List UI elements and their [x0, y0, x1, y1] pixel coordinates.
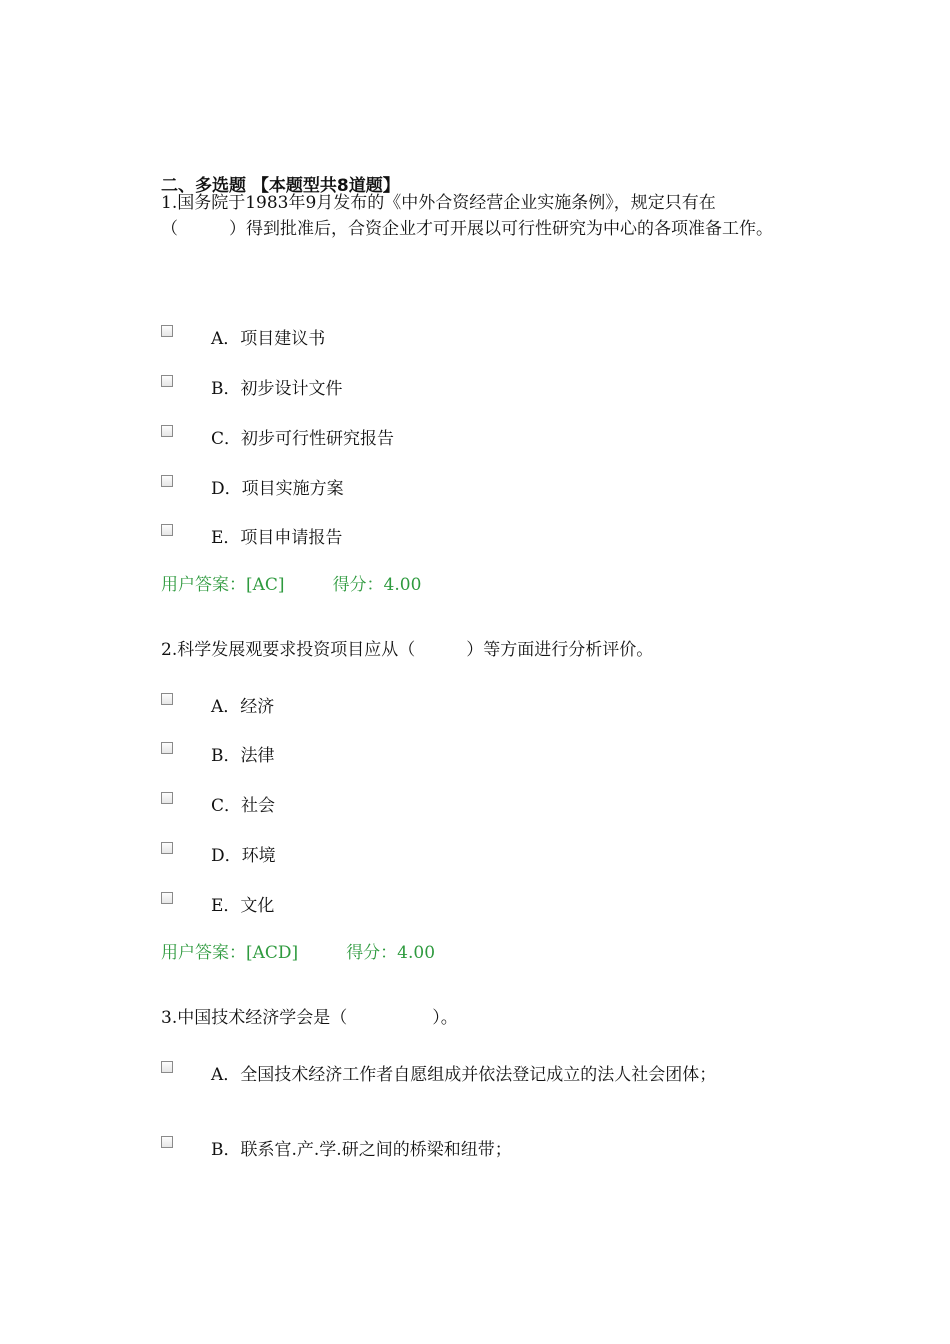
checkbox[interactable]	[161, 892, 173, 904]
checkbox[interactable]	[161, 693, 173, 705]
checkbox[interactable]	[161, 1061, 173, 1073]
user-answer: 用户答案：[ACD]	[161, 943, 299, 963]
option-label: D．项目实施方案	[211, 478, 344, 499]
question-3-text: 3.中国技术经济学会是（ ）。	[161, 1008, 458, 1028]
question-2-option-c[interactable]	[161, 790, 275, 816]
question-2-text: 2.科学发展观要求投资项目应从（ ）等方面进行分析评价。	[161, 640, 654, 660]
question-1-option-a[interactable]	[161, 323, 325, 349]
question-1-option-e[interactable]	[161, 522, 342, 548]
option-label: A．项目建议书	[211, 328, 326, 349]
question-2-option-a[interactable]	[161, 691, 274, 717]
option-label: A．全国技术经济工作者自愿组成并依法登记成立的法人社会团体；	[211, 1064, 717, 1085]
question-2-result	[161, 938, 435, 963]
question-2-option-b[interactable]	[161, 740, 275, 766]
option-label: E．项目申请报告	[211, 527, 343, 548]
checkbox[interactable]	[161, 842, 173, 854]
question-1-option-c[interactable]	[161, 423, 394, 449]
checkbox[interactable]	[161, 524, 173, 536]
question-3-option-b[interactable]	[161, 1134, 512, 1160]
question-1-option-b[interactable]	[161, 373, 343, 399]
question-3-option-a[interactable]	[161, 1059, 716, 1085]
option-label: C．初步可行性研究报告	[211, 428, 395, 449]
option-label: C．社会	[211, 795, 276, 816]
checkbox[interactable]	[161, 325, 173, 337]
option-label: B．联系官.产.学.研之间的桥梁和纽带；	[211, 1139, 512, 1160]
checkbox[interactable]	[161, 1136, 173, 1148]
checkbox[interactable]	[161, 375, 173, 387]
score: 得分：4.00	[332, 575, 422, 595]
user-answer: 用户答案：[AC]	[161, 575, 285, 595]
question-1-result	[161, 570, 421, 595]
checkbox[interactable]	[161, 792, 173, 804]
question-1-text: 1.国务院于1983年9月发布的《中外合资经营企业实施条例》，规定只有在（ ）得到批准后，合资企业才可开展以可行性研究为中心的各项准备工作。	[161, 193, 773, 239]
option-label: D．环境	[211, 845, 276, 866]
option-label: A．经济	[211, 696, 275, 717]
question-1-option-d[interactable]	[161, 473, 344, 499]
question-2-option-e[interactable]	[161, 890, 274, 916]
question-2-option-d[interactable]	[161, 840, 276, 866]
checkbox[interactable]	[161, 475, 173, 487]
checkbox[interactable]	[161, 425, 173, 437]
option-label: E．文化	[211, 895, 275, 916]
section-title: 二、多选题 【本题型共8道题】	[161, 176, 400, 196]
option-label: B．法律	[211, 745, 275, 766]
checkbox[interactable]	[161, 742, 173, 754]
score: 得分：4.00	[346, 943, 436, 963]
option-label: B．初步设计文件	[211, 378, 343, 399]
